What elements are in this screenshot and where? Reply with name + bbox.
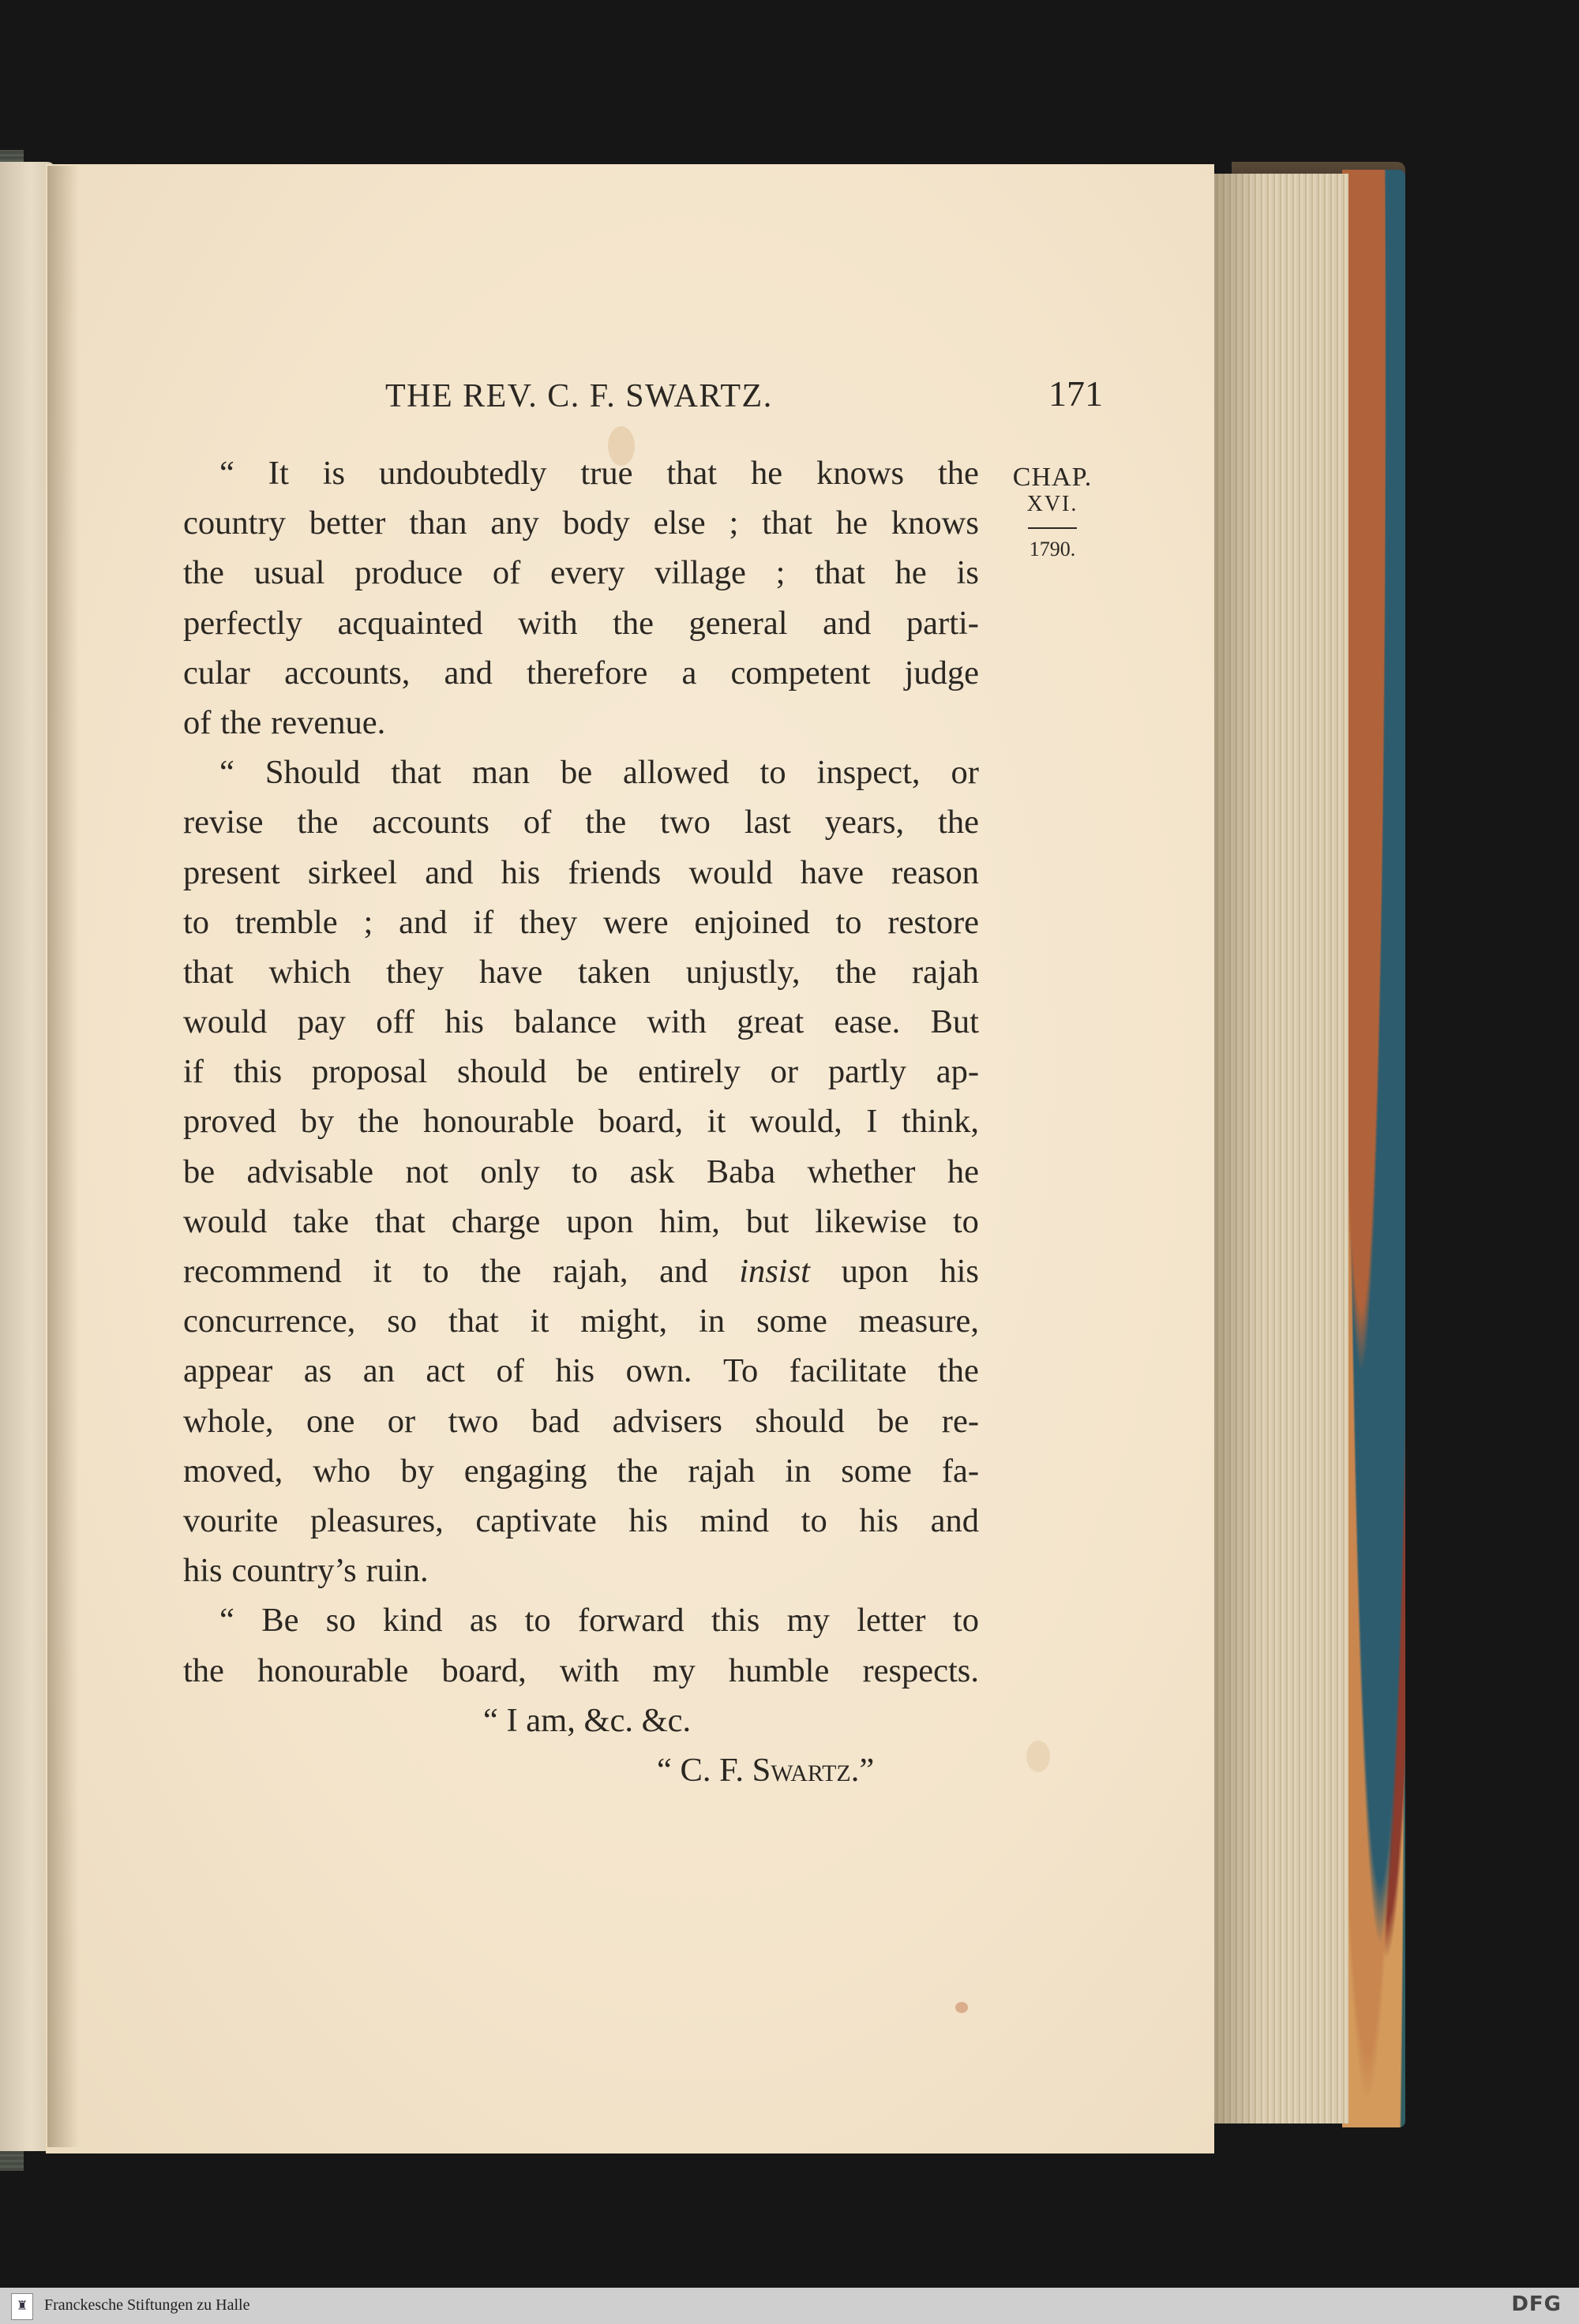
gutter-shadow [47,166,79,2147]
running-head: THE REV. C. F. SWARTZ. [385,378,773,414]
word: knows [891,504,979,542]
word: or [951,754,979,792]
word: some [841,1452,912,1490]
word: honourable [257,1651,409,1689]
word: likewise [815,1202,927,1240]
text-line [183,1147,979,1197]
word: to [952,1202,979,1240]
text-line [183,698,979,748]
word: letter [857,1602,926,1640]
word: usual [253,554,325,592]
word: his [183,1552,223,1590]
word: ; [775,554,786,592]
word: great [737,1003,805,1041]
word: reason [891,853,979,891]
word: the [220,703,262,741]
word: he [751,455,783,492]
word: and [425,853,474,891]
text-line [183,748,979,797]
word: the [938,804,979,842]
word: that [666,455,718,492]
word: own. [625,1352,692,1390]
word: that [391,754,441,792]
text-line [183,498,979,548]
word: so [387,1303,418,1340]
word: think, [901,1103,979,1141]
word: insist [739,1253,810,1290]
word: the [183,1651,224,1689]
word: sirkeel [307,853,398,891]
word: with [647,1003,707,1041]
word: than [409,504,467,542]
word: undoubtedly [378,455,547,492]
word: ; [363,903,373,941]
closing-salutation: “ I am, &c. &c. [483,1701,692,1739]
word: his [444,1003,484,1041]
word: his [940,1253,979,1290]
signature-name: Swartz [752,1751,851,1789]
text-line [183,1246,979,1296]
text-line [183,1396,979,1446]
text-line [183,1346,979,1396]
word: his [501,853,541,891]
word: years, [824,804,905,842]
word: revise [183,804,264,842]
word: “ [219,754,234,792]
word: or [770,1053,799,1091]
word: enjoined [694,903,810,941]
word: the [938,1352,979,1390]
word: re- [941,1402,979,1440]
word: else [653,504,706,542]
word: the [183,554,224,592]
word: one [306,1402,355,1440]
word: accounts, [284,654,411,692]
word: they [519,903,578,941]
word: that [183,953,234,991]
word: inspect, [816,754,921,792]
word: board, [598,1103,684,1141]
word: his [628,1501,669,1539]
word: and [823,604,872,642]
word: and [930,1501,979,1539]
word: be [560,754,593,792]
word: would, [749,1103,842,1141]
word: appear [183,1352,273,1390]
word: Baba [706,1153,776,1190]
word: cular [183,654,250,692]
foxing-spot [1026,1741,1050,1772]
word: ruin. [366,1552,429,1590]
word: parti- [906,604,979,642]
word: but [745,1202,790,1240]
dfg-logo: DFG [1511,2292,1562,2316]
word: balance [514,1003,617,1041]
word: true [580,455,633,492]
word: act [426,1352,465,1390]
word: off [376,1003,415,1041]
word: he [895,554,927,592]
word: facilitate [789,1352,907,1390]
margin-note [1001,463,1104,560]
page-number: 171 [1048,373,1103,414]
word: vourite [183,1501,279,1539]
text-line [183,1446,979,1496]
word: to [572,1153,598,1190]
word: fa- [941,1452,979,1490]
word: who [313,1452,371,1490]
word: knows [816,455,905,492]
word: if [183,1053,204,1091]
word: of [496,1352,524,1390]
word: the [297,804,339,842]
word: judge [904,654,979,692]
word: present [183,853,280,891]
word: rajah [911,953,979,991]
margin-chapter-label: CHAP. [1012,463,1093,492]
word: if [473,903,494,941]
word: allowed [623,754,729,792]
text-line [183,1496,979,1546]
word: to [801,1501,827,1539]
word: of [523,804,552,842]
word: But [930,1003,979,1041]
word: have [478,953,543,991]
word: it [707,1103,726,1141]
word: be [183,1153,216,1190]
word: the [358,1103,399,1141]
page-block-shadow [1214,174,1262,2123]
word: concurrence, [183,1303,356,1340]
text-line [183,1546,979,1595]
signature-prefix: “ C. F. [657,1751,752,1789]
text-line [183,548,979,598]
word: engaging [463,1452,587,1490]
word: this [711,1602,760,1640]
word: rajah, [552,1253,628,1290]
word: revenue. [271,703,386,741]
word: to [524,1602,551,1640]
word: partly [827,1053,906,1091]
word: he [947,1153,979,1190]
word: humble [728,1651,830,1689]
word: some [756,1303,827,1340]
word: his [555,1352,595,1390]
word: mind [699,1501,770,1539]
word: entirely [638,1053,741,1091]
word: last [744,804,791,842]
word: to [759,754,786,792]
word: moved, [183,1452,283,1490]
word: it [373,1253,392,1290]
word: produce [354,554,463,592]
word: charge [451,1202,541,1240]
institution-name: Franckesche Stiftungen zu Halle [44,2296,250,2314]
word: village [654,554,746,592]
text-line [183,598,979,648]
word: be [576,1053,609,1091]
word: he [835,504,868,542]
foxing-spot [955,2002,968,2013]
word: to [835,903,862,941]
text-line [183,1595,979,1645]
word: unjustly, [685,953,801,991]
word: upon [841,1253,909,1290]
text-line [183,898,979,947]
word: Should [264,754,361,792]
text-line [183,648,979,698]
word: ease. [834,1003,901,1041]
word: two [448,1402,499,1440]
word: as [469,1602,498,1640]
word: only [480,1153,540,1190]
word: taken [577,953,651,991]
word: friends [568,853,662,891]
word: “ [219,455,234,492]
word: the [480,1253,522,1290]
word: in [785,1452,812,1490]
word: with [559,1651,620,1689]
word: honourable [423,1103,575,1141]
word: upon [566,1202,634,1240]
word: be [877,1402,910,1440]
word: might, [580,1303,668,1340]
text-line [183,997,979,1047]
word: this [233,1053,283,1091]
word: therefore [526,654,648,692]
word: country [183,504,286,542]
margin-rule [1028,527,1077,529]
word: in [699,1303,726,1340]
word: should [755,1402,845,1440]
marbled-cover-edge [1342,170,1405,2127]
word: ask [629,1153,675,1190]
word: To [723,1352,759,1390]
word: take [293,1202,350,1240]
word: that [815,554,865,592]
word: the [585,804,627,842]
word: and [399,903,448,941]
word: general [688,604,788,642]
text-line [183,797,979,847]
word: so [325,1602,356,1640]
text-line [183,448,979,498]
word: that [375,1202,426,1240]
word: have [800,853,864,891]
word: competent [730,654,871,692]
word: by [400,1452,434,1490]
word: body [562,504,630,542]
margin-year: 1790. [1029,538,1076,560]
text-line [183,848,979,898]
word: they [386,953,444,991]
word: tremble [234,903,338,941]
word: and [659,1253,708,1290]
word: proved [183,1103,277,1141]
body-lines [183,448,979,1696]
institution-logo-icon: ♜ [11,2293,33,2320]
word: whole, [183,1402,274,1440]
word: man [471,754,531,792]
word: by [300,1103,335,1141]
word: to [952,1602,979,1640]
footer-bar [0,2288,1579,2324]
text-line [183,1047,979,1096]
text-line [183,1096,979,1146]
word: to [422,1253,449,1290]
word: that [448,1303,499,1340]
word: ap- [936,1053,979,1091]
word: of [492,554,521,592]
word: bad [531,1402,580,1440]
word: proposal [311,1053,428,1091]
word: Be [261,1602,299,1640]
body-text [183,448,979,1795]
word: not [405,1153,448,1190]
word: would [183,1202,268,1240]
word: restore [887,903,979,941]
text-line [183,1197,979,1246]
word: It [268,455,289,492]
word: any [490,504,539,542]
word: whether [807,1153,916,1190]
word: as [303,1352,332,1390]
word: respects. [862,1651,979,1689]
word: captivate [475,1501,597,1539]
word: should [457,1053,547,1091]
word: ; [729,504,739,542]
word: his [859,1501,898,1539]
word: an [362,1352,395,1390]
word: better [309,504,386,542]
word: measure, [858,1303,979,1340]
word: “ [219,1602,234,1640]
word: the [937,455,979,492]
word: forward [577,1602,684,1640]
text-line [183,1296,979,1346]
word: with [518,604,578,642]
word: and [444,654,493,692]
word: pay [297,1003,346,1041]
word: advisers [612,1402,722,1440]
word: him, [659,1202,720,1240]
word: accounts [372,804,489,842]
word: recommend [183,1253,342,1290]
word: my [652,1651,696,1689]
word: country’s [231,1552,357,1590]
word: would [688,853,773,891]
text-line [183,1646,979,1696]
word: to [183,903,210,941]
word: board, [441,1651,527,1689]
word: acquainted [337,604,483,642]
word: which [268,953,351,991]
word: were [602,903,669,941]
text-line [183,947,979,997]
word: pleasures, [310,1501,444,1539]
signature-line [183,1745,979,1795]
word: I [866,1103,878,1141]
word: it [530,1303,549,1340]
word: the [617,1452,658,1490]
word: is [322,455,346,492]
signature-suffix: .” [850,1751,875,1789]
word: my [786,1602,830,1640]
word: would [183,1003,268,1041]
word: rajah [688,1452,756,1490]
word: that [762,504,812,542]
word: kind [382,1602,443,1640]
word: every [550,554,625,592]
word: or [387,1402,416,1440]
word: the [613,604,654,642]
word: a [681,654,697,692]
word: is [956,554,979,592]
word: the [835,953,877,991]
closing-line [183,1696,979,1745]
word: of [183,703,212,741]
word: two [660,804,711,842]
margin-chapter-number: XVI. [1026,492,1078,516]
word: advisable [246,1153,374,1190]
word: perfectly [183,604,303,642]
